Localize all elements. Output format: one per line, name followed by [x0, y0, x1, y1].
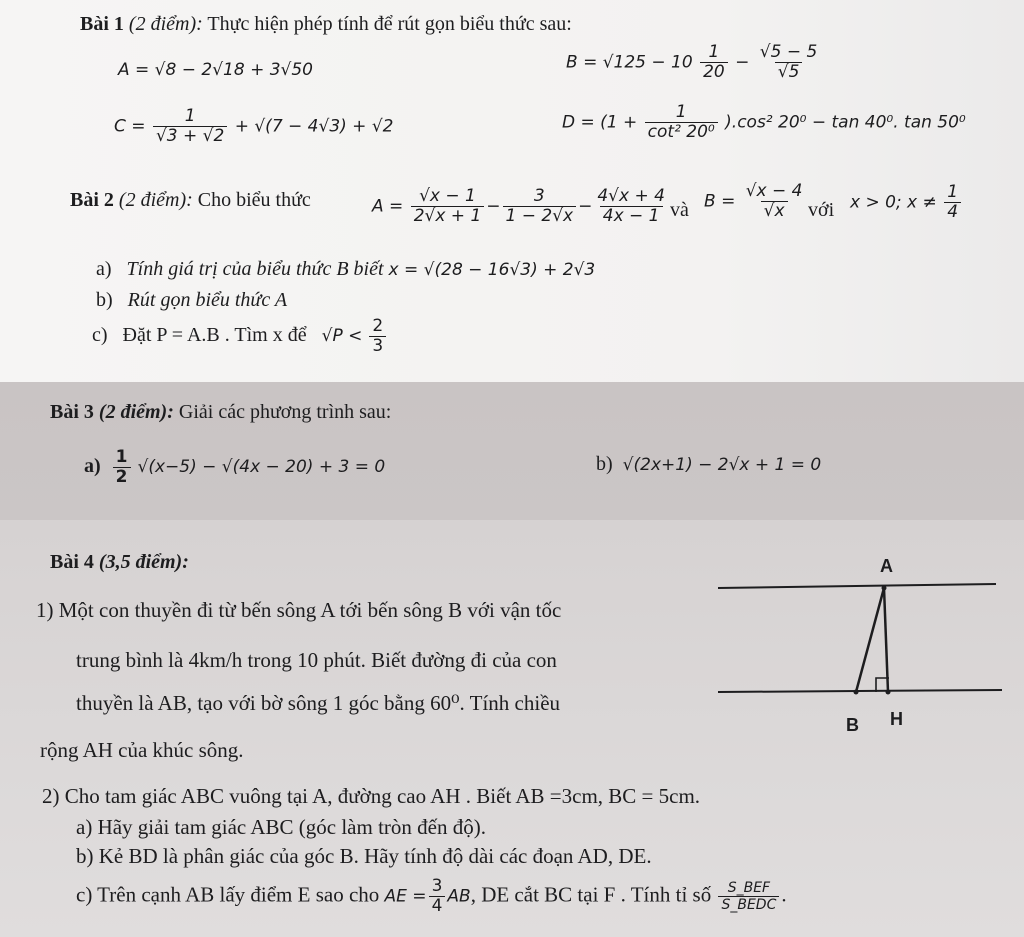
- segment-ah: [884, 588, 888, 692]
- part-label: b): [96, 289, 113, 311]
- ae-rhs: AB: [447, 886, 471, 907]
- point-h: [886, 690, 891, 695]
- part-label: b): [596, 453, 613, 475]
- frac-den: 2: [113, 467, 131, 486]
- expr-c-right: + √(7 − 4√3) + √2: [234, 116, 394, 137]
- cond-text: x > 0; x ≠: [850, 192, 937, 213]
- b-lhs: B =: [704, 191, 736, 212]
- bai2-and: và: [670, 199, 689, 221]
- part-expr: √(x−5) − √(4x − 20) + 3 = 0: [137, 457, 386, 478]
- bai4-p1-line2: trung bình là 4km/h trong 10 phút. Biết đường đi của con: [76, 648, 557, 672]
- bai1-prompt: Thực hiện phép tính để rút gọn biểu thức sau:: [207, 13, 572, 35]
- bai1-points: (2 điểm):: [128, 13, 203, 35]
- bai4-heading: Bài 4: [50, 551, 94, 573]
- frac-den: 2√x + 1: [411, 206, 485, 225]
- frac-num: 3: [431, 876, 443, 896]
- expr-d-right: ).cos² 20⁰ − tan 40⁰. tan 50⁰: [725, 112, 966, 133]
- frac-den: √x: [761, 201, 788, 220]
- frac-num: S_BEF: [727, 880, 771, 896]
- part-text: c) Trên cạnh AB lấy điểm E sao cho: [76, 882, 380, 907]
- frac-den: 20: [700, 62, 728, 81]
- frac-num: √x − 4: [745, 181, 803, 201]
- frac-den: S_BEDC: [718, 896, 779, 912]
- bai2-points: (2 điểm):: [118, 189, 193, 211]
- frac-num: 1: [947, 182, 959, 202]
- label-a: A: [880, 556, 893, 576]
- bai4-points: (3,5 điểm):: [98, 551, 189, 573]
- part-text: Rút gọn biểu thức A: [127, 289, 288, 311]
- frac-den: 4x − 1: [600, 206, 663, 225]
- bai4-p2-b: b) Kẻ BD là phân giác của góc B. Hãy tính độ dài các đoạn AD, DE.: [76, 844, 652, 868]
- part-expr: √P <: [321, 326, 363, 347]
- frac-den: 3: [369, 336, 386, 355]
- expr-c-left: C =: [114, 116, 146, 137]
- frac-den: 4: [944, 202, 961, 221]
- bai2-prompt: Cho biểu thức: [197, 189, 311, 211]
- label-b: B: [846, 715, 859, 735]
- bai4-p2-line1: 2) Cho tam giác ABC vuông tại A, đường cao AH . Biết AB =3cm, BC = 5cm.: [42, 784, 701, 808]
- segment-ab: [856, 588, 884, 692]
- river-bank-bottom: [718, 690, 1002, 692]
- frac-num: √5 − 5: [759, 42, 818, 62]
- bai1-heading: Bài 1: [80, 13, 124, 35]
- river-bank-top: [718, 584, 996, 588]
- part-label: a): [96, 258, 112, 280]
- bai1-expr-a: A = √8 − 2√18 + 3√50: [118, 60, 313, 80]
- ae-lhs: AE =: [384, 886, 427, 907]
- bai3-heading: Bài 3: [50, 401, 94, 423]
- frac-den: √5: [775, 62, 803, 81]
- frac-den: 4: [429, 896, 446, 915]
- a-lhs: A =: [372, 196, 404, 217]
- frac-num: 1: [675, 102, 687, 122]
- expr-d-left: D = (1 +: [562, 112, 638, 133]
- part-end: .: [781, 882, 787, 907]
- frac-den: cot² 20⁰: [645, 122, 718, 141]
- bai4-p2-a: a) Hãy giải tam giác ABC (góc làm tròn đến độ).: [76, 815, 486, 839]
- point-a: [882, 586, 887, 591]
- frac-num: 2: [372, 316, 384, 336]
- frac-den: √3 + √2: [153, 126, 227, 145]
- frac-num: 1: [184, 106, 196, 126]
- part-label: a): [84, 455, 101, 478]
- part-tail: , DE cắt BC tại F . Tính tỉ số: [470, 882, 712, 907]
- frac-den: 1 − 2√x: [503, 206, 577, 225]
- bai2-expr-a: A = $\frac{√x - 1}{2√x + 1}$ − $\frac{3}{1 - 2√x}$ − $\frac{4√x + 4}{4x - 1}$: [372, 188, 670, 225]
- part-expr: x = √(28 − 16√3) + 2√3: [388, 260, 596, 280]
- frac-num: √x − 1: [419, 186, 476, 206]
- bai4-p1-line4: rộng AH của khúc sông.: [40, 738, 244, 762]
- bai3-prompt: Giải các phương trình sau:: [178, 401, 392, 423]
- label-h: H: [890, 709, 903, 729]
- part-text: Đặt P = A.B . Tìm x để: [122, 324, 307, 347]
- expr-b-left: B = √125 − 10: [566, 52, 693, 73]
- frac-num: 4√x + 4: [597, 186, 665, 206]
- bai4-p1-line1: 1) Một con thuyền đi từ bến sông A tới bến sông B với vận tốc: [36, 598, 562, 622]
- frac-num: 1: [708, 42, 720, 62]
- bai4-p1-line3: thuyền là AB, tạo với bờ sông 1 góc bằng 60⁰. Tính chiều: [76, 691, 561, 715]
- part-expr: √(2x+1) − 2√x + 1 = 0: [622, 455, 822, 475]
- bai3-points: (2 điểm):: [98, 401, 174, 423]
- frac-num: 3: [533, 186, 545, 206]
- part-label: c): [92, 324, 108, 347]
- bai2-with: với: [808, 199, 835, 221]
- frac-num: 1: [115, 447, 128, 467]
- expr-b-minus: −: [735, 52, 750, 73]
- bai2-heading: Bài 2: [70, 189, 114, 211]
- part-text: Tính giá trị của biểu thức B biết: [126, 258, 384, 280]
- point-b: [854, 690, 859, 695]
